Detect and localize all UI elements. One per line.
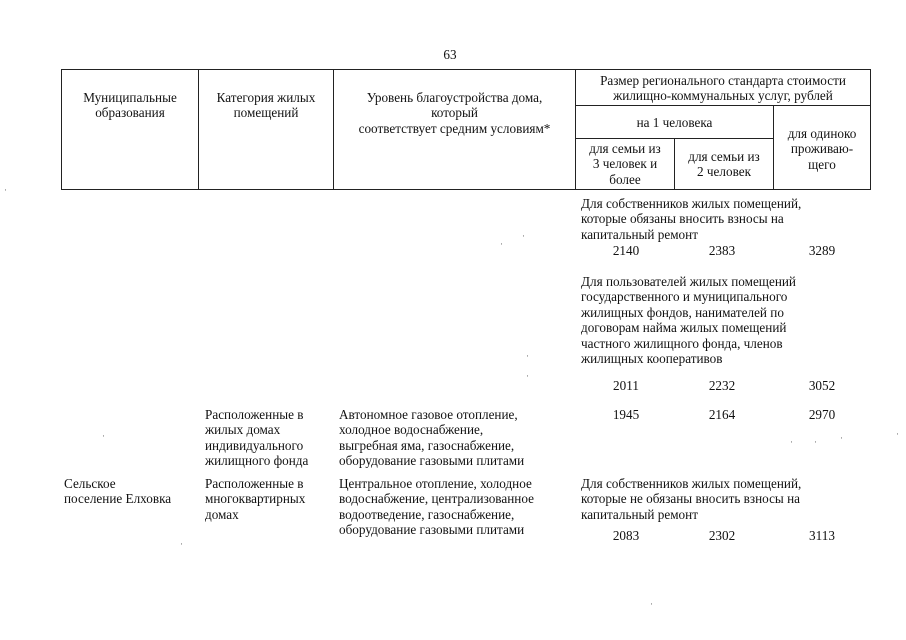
- value-single: 3113: [809, 528, 835, 543]
- scan-speck: ·: [526, 371, 529, 381]
- scan-speck: ·: [790, 437, 793, 447]
- value-single: 3052: [808, 378, 836, 393]
- header-family-3: для семьи из 3 человек и более: [589, 141, 661, 187]
- header-divider-1: [198, 69, 199, 190]
- value-family3: 2140: [612, 243, 640, 258]
- row-elkhovka-owner-text: Для собственников жилых помещений, которые не обязаны вносить взносы на капитальный ремонт: [581, 476, 802, 522]
- header-category: Категория жилых помещений: [216, 90, 316, 121]
- scan-speck: ·: [840, 433, 843, 443]
- header-right-border: [870, 69, 871, 190]
- scan-speck: ·: [522, 231, 525, 241]
- value-single: 2970: [808, 407, 836, 422]
- row-elkhovka-comfort: Центральное отопление, холодное водоснабжение, централизованное водоотведение, газоснабжение, оборудование газовыми плитами: [339, 476, 534, 538]
- row-elkhovka-category: Расположенные в многоквартирных домах: [205, 476, 306, 522]
- value-family3: 2011: [613, 378, 639, 393]
- header-bottom-border: [61, 189, 871, 190]
- scan-speck: ·: [650, 599, 653, 609]
- value-family2: 2383: [708, 243, 736, 258]
- header-family-2: для семьи из 2 человек: [688, 149, 760, 180]
- header-sub-border-1: [575, 105, 871, 106]
- row-individual-comfort: Автономное газовое отопление, холодное водоснабжение, выгребная яма, газоснабжение, оборудование газовыми плитами: [339, 407, 525, 469]
- value-family2: 2302: [708, 528, 736, 543]
- row-elkhovka-municipality: Сельское поселение Елховка: [64, 476, 172, 507]
- value-family2: 2164: [708, 407, 736, 422]
- row-users-text: Для пользователей жилых помещений государственного и муниципального жилищных фондов, нанимателей по договорам найма жилых помещений частного жилищного фонда, членов жилищных кооперативов: [581, 274, 796, 367]
- row-owners-obliged-text: Для собственников жилых помещений, которые обязаны вносить взносы на капитальный ремонт: [581, 196, 802, 242]
- scan-speck: ·: [896, 429, 899, 439]
- value-family3: 2083: [612, 528, 640, 543]
- header-single-resident: для одиноко проживаю- щего: [787, 126, 857, 172]
- scan-speck: ·: [4, 185, 7, 195]
- value-family2: 2232: [708, 378, 736, 393]
- header-per-person: на 1 человека: [636, 115, 713, 130]
- header-standard-size: Размер регионального стандарта стоимости жилищно-коммунальных услуг, рублей: [600, 73, 846, 104]
- value-single: 3289: [808, 243, 836, 258]
- page-number: 63: [443, 47, 457, 62]
- header-comfort-level: Уровень благоустройства дома, который соответствует средним условиям*: [358, 90, 551, 136]
- scan-speck: ·: [102, 431, 105, 441]
- header-municipality: Муниципальные образования: [83, 90, 177, 121]
- header-top-border: [61, 69, 871, 70]
- scan-speck: ·: [814, 437, 817, 447]
- scan-speck: ·: [180, 539, 183, 549]
- scan-speck: ·: [526, 351, 529, 361]
- row-individual-category: Расположенные в жилых домах индивидуального жилищного фонда: [205, 407, 309, 469]
- header-left-border: [61, 69, 62, 190]
- value-family3: 1945: [612, 407, 640, 422]
- scan-speck: ·: [500, 239, 503, 249]
